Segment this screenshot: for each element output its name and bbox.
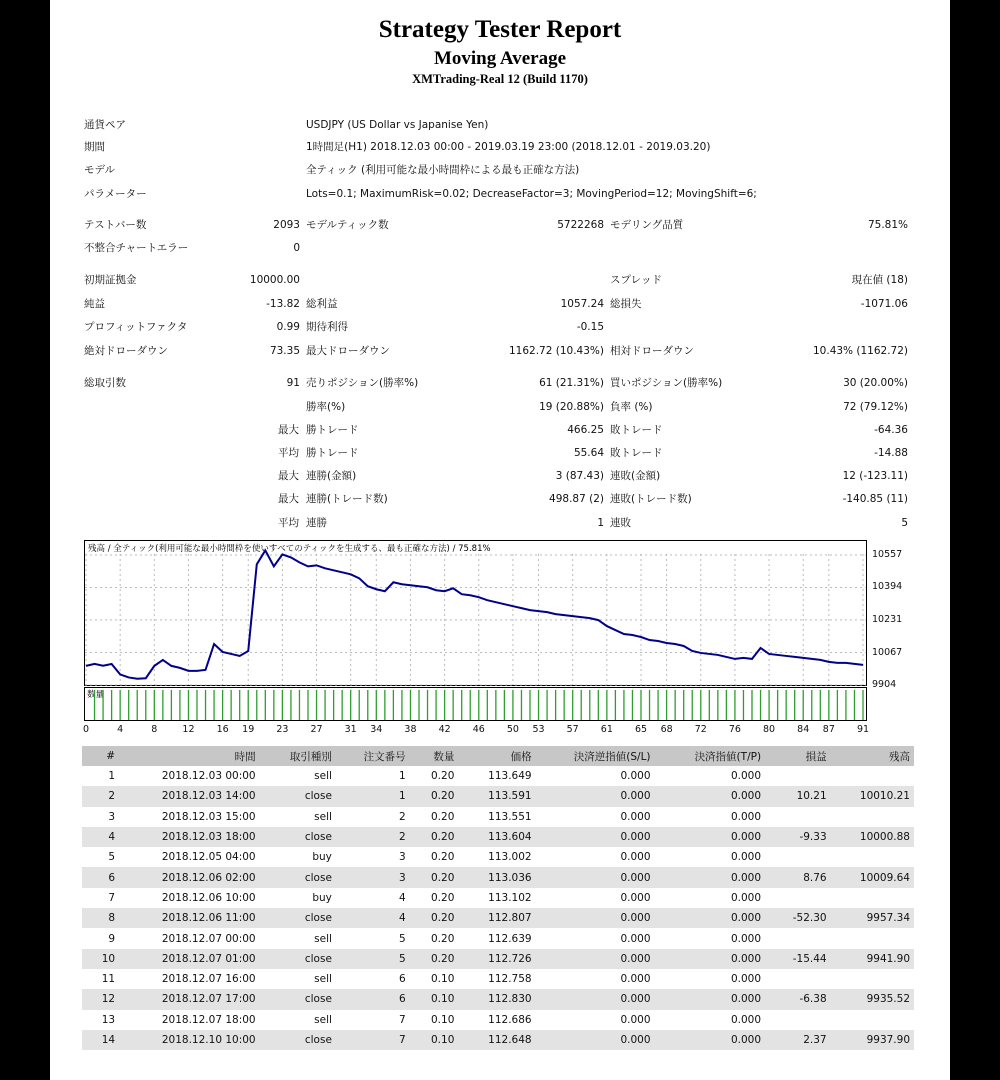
table-cell: 4 [82, 827, 119, 847]
stat-label-maximal-drawdown: 最大ドローダウン [306, 345, 390, 357]
column-header: 残高 [831, 746, 914, 766]
table-cell [831, 847, 914, 867]
y-tick-label: 10557 [872, 549, 903, 560]
table-cell: 0.20 [410, 949, 459, 969]
stat-label-quality: モデリング品質 [610, 219, 684, 231]
table-cell: 0.20 [431, 851, 455, 864]
table-cell: 12 [82, 989, 119, 1009]
table-cell: 112.830 [458, 989, 535, 1009]
table-cell: 112.758 [488, 973, 532, 986]
table-cell: 0.000 [730, 770, 762, 783]
trades-table-header [82, 746, 914, 766]
x-tick-label: 4 [117, 724, 124, 735]
stat-label-consec-win-money: 連勝(金額) [306, 470, 357, 482]
column-header: 時間 [119, 746, 260, 766]
table-cell: 1 [336, 786, 410, 806]
table-cell [765, 928, 831, 948]
table-cell: 0.000 [655, 867, 766, 887]
stat-label-largest-win: 勝トレード [306, 424, 359, 436]
table-cell: 0.000 [655, 908, 766, 928]
table-cell: 112.726 [458, 949, 535, 969]
table-cell: 10009.64 [831, 867, 914, 887]
table-cell [765, 807, 831, 827]
table-cell: 2018.12.07 00:00 [161, 932, 256, 945]
table-cell: 9937.90 [831, 1030, 914, 1050]
x-tick-label: 16 [216, 724, 229, 735]
stat-label-average: 平均 [278, 447, 299, 459]
stat-value-short-positions: 61 (21.31%) [539, 377, 604, 389]
table-cell: 0.000 [620, 932, 651, 945]
table-cell [831, 807, 914, 827]
stat-value-gross-profit: 1057.24 [560, 298, 604, 310]
column-header: 取引種別 [260, 746, 336, 766]
table-cell: 113.102 [488, 891, 532, 904]
table-row [82, 847, 914, 867]
stat-label-expected-payoff: 期待利得 [306, 321, 348, 333]
x-tick-label: 19 [242, 724, 255, 735]
column-header: 決済逆指値(S/L) [536, 746, 655, 766]
table-cell: sell [314, 770, 332, 783]
table-cell: 2 [82, 786, 119, 806]
table-cell: close [260, 827, 336, 847]
stat-value-absolute-drawdown: 73.35 [269, 345, 300, 357]
table-cell: 1 [398, 770, 406, 783]
table-cell: 2018.12.03 00:00 [161, 770, 256, 783]
table-row [82, 989, 914, 1009]
table-cell: close [260, 949, 336, 969]
table-cell: 113.036 [458, 867, 535, 887]
table-cell: 2018.12.06 10:00 [161, 891, 256, 904]
stat-value-avg-consec-win: 1 [597, 517, 604, 529]
x-tick-label: 61 [600, 724, 613, 735]
x-tick-label: 50 [506, 724, 519, 735]
x-tick-label: 12 [182, 724, 195, 735]
table-cell: 0.000 [620, 810, 651, 823]
table-row [82, 827, 914, 847]
table-cell: close [260, 1030, 336, 1050]
table-cell: 10000.88 [831, 827, 914, 847]
table-cell: 0.000 [620, 851, 651, 864]
table-cell: close [260, 908, 336, 928]
table-cell: 2018.12.03 18:00 [119, 827, 260, 847]
table-cell: 113.002 [488, 851, 532, 864]
x-tick-label: 80 [763, 724, 776, 735]
server-build: XMTrading-Real 12 (Build 1170) [412, 72, 588, 86]
table-cell: 5 [336, 949, 410, 969]
table-row [82, 888, 914, 908]
table-cell [831, 766, 914, 786]
x-tick-label: 57 [566, 724, 579, 735]
table-cell: sell [314, 973, 332, 986]
x-tick-label: 84 [797, 724, 810, 735]
x-tick-label: 42 [438, 724, 451, 735]
table-cell: 6 [336, 989, 410, 1009]
report-title: Strategy Tester Report [378, 16, 622, 43]
table-cell: 0.20 [431, 810, 455, 823]
stat-label-deposit: 初期証拠金 [84, 274, 137, 286]
stat-label-total-trades: 総取引数 [84, 377, 126, 389]
stat-value-largest-loss: -64.36 [874, 424, 908, 436]
stat-value-long-positions: 30 (20.00%) [843, 377, 908, 389]
stat-value-relative-drawdown: 10.43% (1162.72) [813, 345, 908, 357]
table-cell: 113.591 [458, 786, 535, 806]
table-cell: 0.20 [410, 908, 459, 928]
stat-label-loss-pct: 負率 (%) [610, 401, 653, 413]
table-cell: 0.000 [620, 973, 651, 986]
table-cell: 5 [108, 851, 116, 864]
table-cell [765, 847, 831, 867]
stat-label-max-consec-money: 最大 [278, 470, 299, 482]
table-cell: 0.000 [536, 908, 655, 928]
table-cell: 4 [398, 891, 406, 904]
stat-value-errors: 0 [293, 242, 300, 254]
table-cell: 7 [108, 891, 116, 904]
column-header: 価格 [458, 746, 535, 766]
y-tick-label: 10231 [872, 613, 903, 625]
stat-value-ticks: 5722268 [557, 219, 604, 231]
y-tick-label: 10067 [872, 646, 903, 658]
table-cell: 11 [101, 973, 116, 986]
table-cell: 0.000 [730, 1013, 762, 1026]
table-cell: 2018.12.10 10:00 [119, 1030, 260, 1050]
table-cell: 8 [82, 908, 119, 928]
table-cell: 0.10 [431, 973, 455, 986]
trades-table-body [82, 766, 914, 1050]
stat-value-average-win: 55.64 [573, 447, 604, 459]
table-row [82, 949, 914, 969]
stat-label-average-loss: 敗トレード [610, 447, 663, 459]
balance-chart [84, 540, 867, 686]
stat-label-consec-loss-money: 連敗(金額) [610, 470, 661, 482]
table-cell: 0.20 [431, 932, 455, 945]
table-cell: 0.000 [536, 1030, 655, 1050]
column-header: 決済指値(T/P) [655, 746, 766, 766]
stat-value-consec-win-trades: 498.87 (2) [549, 493, 604, 505]
stat-value-largest-win: 466.25 [567, 424, 604, 436]
volume-chart-frame [85, 688, 867, 721]
expert-name: Moving Average [433, 48, 567, 69]
stat-label-bars: テストバー数 [84, 219, 147, 231]
stat-label-relative-drawdown: 相対ドローダウン [610, 345, 694, 357]
table-cell: 2 [336, 827, 410, 847]
stat-label-avg-consec-loss: 連敗 [610, 517, 631, 529]
table-cell: close [260, 867, 336, 887]
column-header: 数量 [410, 746, 459, 766]
stat-label-gross-loss: 総損失 [610, 298, 642, 310]
table-cell: 0.000 [536, 949, 655, 969]
stat-label-long-positions: 買いポジション(勝率%) [610, 377, 723, 389]
table-cell: buy [312, 891, 332, 904]
table-cell: -15.44 [765, 949, 831, 969]
x-tick-label: 31 [344, 724, 357, 735]
table-cell: 0.000 [730, 973, 762, 986]
table-cell: 0.20 [410, 867, 459, 887]
report-page [50, 0, 950, 1080]
table-cell: 2018.12.06 11:00 [119, 908, 260, 928]
stat-value-maximal-drawdown: 1162.72 (10.43%) [509, 345, 604, 357]
stat-label-average-win: 勝トレード [306, 447, 359, 459]
table-cell: 4 [336, 908, 410, 928]
table-cell: 112.686 [488, 1013, 532, 1026]
stat-label-gross-profit: 総利益 [306, 298, 338, 310]
table-cell: 0.000 [655, 949, 766, 969]
stat-label-largest: 最大 [278, 424, 299, 436]
table-cell: 0.000 [536, 989, 655, 1009]
table-cell: 7 [336, 1030, 410, 1050]
y-tick-label: 9904 [872, 679, 897, 690]
table-cell: 9941.90 [831, 949, 914, 969]
y-tick-label: 10394 [872, 581, 903, 593]
x-tick-label: 23 [276, 724, 289, 735]
setting-label-parameters: パラメーター [84, 188, 147, 200]
stat-label-consec-win-trades: 連勝(トレード数) [306, 493, 388, 505]
table-cell [765, 1010, 831, 1030]
table-cell: -9.33 [765, 827, 831, 847]
stat-label-net-profit: 純益 [84, 298, 105, 310]
stat-label-ticks: モデルティック数 [306, 219, 389, 231]
table-cell: 14 [82, 1030, 119, 1050]
table-cell: 6 [82, 867, 119, 887]
stat-value-gross-loss: -1071.06 [860, 298, 908, 310]
table-cell: close [260, 786, 336, 806]
table-cell: 9 [108, 932, 116, 945]
stat-label-errors: 不整合チャートエラー [84, 242, 189, 254]
stat-label-absolute-drawdown: 絶対ドローダウン [84, 345, 168, 357]
table-cell: 5 [398, 932, 406, 945]
table-cell: 0.20 [431, 770, 455, 783]
table-cell: -52.30 [765, 908, 831, 928]
table-cell [765, 969, 831, 989]
stat-value-bars: 2093 [273, 219, 300, 231]
stat-value-loss-pct: 72 (79.12%) [843, 401, 908, 413]
table-cell: 0.000 [730, 810, 762, 823]
stat-value-average-loss: -14.88 [874, 447, 908, 459]
table-row [82, 908, 914, 928]
x-tick-label: 68 [660, 724, 673, 735]
setting-value-period: 1時間足(H1) 2018.12.03 00:00 - 2019.03.19 23:00 (2018.12.01 - 2019.03.20) [306, 141, 711, 153]
stat-label-short-positions: 売りポジション(勝率%) [306, 377, 419, 389]
table-cell: 0.000 [536, 827, 655, 847]
table-cell: 2.37 [765, 1030, 831, 1050]
balance-chart-title: 残高 / 全ティック(利用可能な最小時間枠を使いすべてのティックを生成する、最も正確な方法) / 75.81% [88, 544, 491, 554]
x-tick-label: 27 [310, 724, 323, 735]
table-cell: 3 [336, 867, 410, 887]
x-tick-label: 0 [82, 724, 90, 735]
table-row [82, 1030, 914, 1050]
column-header: # [82, 746, 119, 766]
table-cell [831, 928, 914, 948]
stat-value-profit-factor: 0.99 [276, 321, 300, 333]
table-cell: 0.10 [410, 989, 459, 1009]
table-cell: 10 [82, 949, 119, 969]
table-cell: 13 [101, 1013, 116, 1026]
stat-value-win-pct: 19 (20.88%) [539, 401, 604, 413]
trades-table [82, 746, 914, 1050]
table-cell: 7 [398, 1013, 406, 1026]
table-row [82, 867, 914, 887]
table-cell: 0.000 [730, 891, 762, 904]
table-cell: 2018.12.06 02:00 [119, 867, 260, 887]
stat-label-win-pct: 勝率(%) [306, 401, 346, 413]
table-cell: 6 [398, 973, 406, 986]
table-row [82, 786, 914, 806]
x-tick-label: 53 [532, 724, 545, 735]
table-cell: 0.20 [410, 786, 459, 806]
stat-value-total-trades: 91 [286, 377, 300, 389]
table-cell: 10010.21 [831, 786, 914, 806]
table-cell [831, 1010, 914, 1030]
table-cell: 3 [108, 810, 116, 823]
table-cell: 2018.12.03 15:00 [161, 810, 256, 823]
x-tick-label: 87 [822, 724, 835, 735]
table-cell: 113.649 [488, 770, 532, 783]
setting-label-model: モデル [84, 164, 115, 176]
table-cell: buy [312, 851, 332, 864]
table-row [82, 1010, 914, 1030]
table-cell: 0.000 [730, 932, 762, 945]
table-cell: -6.38 [765, 989, 831, 1009]
setting-value-model: 全ティック (利用可能な最小時間枠による最も正確な方法) [306, 164, 580, 176]
table-row [82, 766, 914, 786]
x-tick-label: 76 [728, 724, 741, 735]
table-cell [765, 888, 831, 908]
table-cell: 0.000 [655, 989, 766, 1009]
stat-value-quality: 75.81% [867, 219, 908, 231]
setting-label-period: 期間 [84, 141, 105, 153]
x-tick-label: 8 [151, 724, 158, 735]
table-cell [831, 888, 914, 908]
stat-label-avg-consec: 平均 [278, 517, 299, 529]
stat-value-consec-loss-money: 12 (-123.11) [842, 470, 908, 482]
table-cell: 9957.34 [831, 908, 914, 928]
table-cell: 0.10 [431, 1013, 455, 1026]
table-cell: 0.000 [620, 891, 651, 904]
table-cell: sell [314, 1013, 332, 1026]
table-cell: 8.76 [765, 867, 831, 887]
table-cell: 0.000 [536, 867, 655, 887]
x-tick-label: 72 [694, 724, 707, 735]
stat-value-spread: 現在値 (18) [851, 274, 908, 286]
table-cell: close [260, 989, 336, 1009]
table-cell: 0.000 [655, 1030, 766, 1050]
table-cell: 2 [398, 810, 406, 823]
table-cell: 2018.12.05 04:00 [161, 851, 256, 864]
table-row [82, 969, 914, 989]
table-cell: 112.639 [488, 932, 532, 945]
x-tick-label: 46 [472, 724, 485, 735]
volume-chart [84, 687, 867, 721]
table-cell: 1 [108, 770, 116, 783]
table-cell: 0.000 [620, 1013, 651, 1026]
stat-label-max-consec-trades: 最大 [278, 493, 299, 505]
table-cell: 0.000 [655, 786, 766, 806]
table-cell: 113.551 [488, 810, 532, 823]
stat-value-consec-win-money: 3 (87.43) [555, 470, 604, 482]
setting-value-symbol: USDJPY (US Dollar vs Japanise Yen) [306, 119, 489, 131]
table-cell: sell [314, 810, 332, 823]
stat-label-consec-loss-trades: 連敗(トレード数) [610, 493, 692, 505]
table-row [82, 807, 914, 827]
x-tick-label: 34 [370, 724, 383, 735]
stat-label-profit-factor: プロフィットファクタ [84, 321, 188, 333]
stat-label-largest-loss: 敗トレード [610, 424, 663, 436]
table-cell: 112.807 [458, 908, 535, 928]
x-tick-label: 38 [404, 724, 417, 735]
table-cell: 2018.12.07 17:00 [119, 989, 260, 1009]
x-tick-label: 91 [856, 724, 870, 735]
table-cell: sell [314, 932, 332, 945]
table-cell: 10.21 [765, 786, 831, 806]
volume-chart-title: 数量 [87, 690, 105, 700]
setting-label-symbol: 通貨ペア [84, 119, 126, 131]
table-cell: 2018.12.07 18:00 [161, 1013, 256, 1026]
stat-value-consec-loss-trades: -140.85 (11) [842, 493, 908, 505]
table-cell: 0.000 [730, 851, 762, 864]
table-cell: 0.000 [620, 770, 651, 783]
setting-value-parameters: Lots=0.1; MaximumRisk=0.02; DecreaseFactor=3; MovingPeriod=12; MovingShift=6; [306, 188, 757, 200]
table-cell: 0.10 [410, 1030, 459, 1050]
table-cell: 112.648 [458, 1030, 535, 1050]
table-cell: 3 [398, 851, 406, 864]
table-cell [765, 766, 831, 786]
table-cell: 0.000 [655, 827, 766, 847]
table-row [82, 928, 914, 948]
column-header: 損益 [765, 746, 831, 766]
table-cell: 0.000 [536, 786, 655, 806]
stat-value-net-profit: -13.82 [266, 298, 300, 310]
stat-value-avg-consec-loss: 5 [901, 517, 908, 529]
stat-label-avg-consec-win: 連勝 [306, 517, 327, 529]
table-cell: 2018.12.07 01:00 [119, 949, 260, 969]
table-cell: 2018.12.07 16:00 [161, 973, 256, 986]
table-cell: 113.604 [458, 827, 535, 847]
stat-label-spread: スプレッド [610, 274, 662, 286]
stat-value-expected-payoff: -0.15 [576, 321, 604, 333]
x-tick-label: 65 [634, 724, 648, 735]
table-cell: 0.20 [431, 891, 455, 904]
table-cell: 9935.52 [831, 989, 914, 1009]
stat-value-deposit: 10000.00 [249, 274, 300, 286]
balance-chart-frame [85, 541, 867, 686]
table-cell: 0.20 [410, 827, 459, 847]
table-cell: 2018.12.03 14:00 [119, 786, 260, 806]
table-cell [831, 969, 914, 989]
column-header: 注文番号 [336, 746, 410, 766]
